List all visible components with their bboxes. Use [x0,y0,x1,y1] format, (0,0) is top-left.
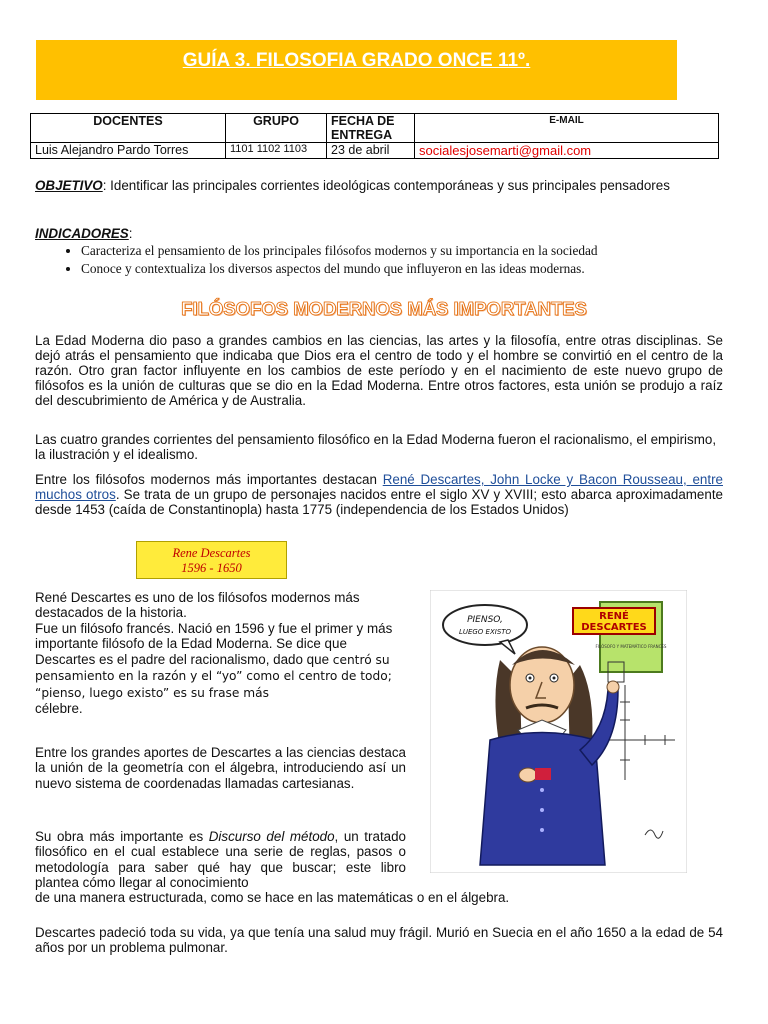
header-grupo: GRUPO [226,114,327,143]
header-fecha [327,114,415,143]
info-table [30,113,719,159]
sign-text-line2: DESCARTES [581,622,647,633]
table-header-row [31,114,719,143]
descartes-contributions: Entre los grandes aportes de Descartes a las ciencias destaca la unión de la geometría con el álgebra, introduciendo así un nuevo sistema de coordenadas llamadas cartesianas. [35,745,406,791]
paragraph-3-rest: . Se trata de un grupo de personajes nacidos entre el siglo XV y XVIII; esto abarca aproximadamente desde 1453 (caída de Constantinopla) hasta 1775 (independencia de los Estados Unidos) [35,487,723,517]
objetivo-paragraph [35,178,723,193]
paragraph-3-intro: Entre los filósofos modernos más importantes destacan [35,472,383,487]
descartes-work-part2: , un tratado filosófico en el cual establece una serie de reglas, pasos o metodología para saber qué hay que buscar; este libro plantea cómo llegar al conocimiento [35,829,406,891]
descartes-caricature [430,590,687,873]
header-fecha-line2: ENTREGA [331,128,393,142]
descartes-intro: René Descartes es uno de los filósofos modernos más destacados de la historia. [35,590,360,621]
descartes-bio-part1: Fue un filósofo francés. Nació en 1596 y fue el primer y más importante filósofo de la Edad Moderna. Se dice que Descartes es el padre del racionalismo, dado que [35,621,393,667]
descartes-label-box [136,541,287,579]
paragraph-3 [35,472,723,517]
descartes-bio-part2: centró su pensamiento en la razón y el “yo” como el centro de todo; “pienso, luego existo” es su frase más [35,652,392,700]
page-title: GUÍA 3. FILOSOFIA GRADO ONCE 11º. [182,50,531,71]
sign-subtitle: FILÓSOFO Y MATEMÁTICO FRANCÉS [595,644,667,649]
cell-docente: Luis Alejandro Pardo Torres [31,143,226,159]
speech-text-line2: LUEGO EXISTO [458,628,512,636]
title-banner [36,40,677,100]
section-heading: FILÓSOFOS MODERNOS MÁS IMPORTANTES [181,298,587,319]
objetivo-text: : Identificar las principales corrientes ideológicas contemporáneas y sus principales pensadores [102,178,670,193]
indicadores-label: INDICADORES [35,226,129,241]
list-item: • Caracteriza el pensamiento de los principales filósofos modernos y su importancia en la sociedad [81,242,598,260]
table-row [31,143,719,159]
descartes-work-part1: Su obra más importante es [35,829,209,844]
paragraph-2: Las cuatro grandes corrientes del pensamiento filosófico en la Edad Moderna fueron el racionalismo, el empirismo, la ilustración y el idealismo. [35,432,717,462]
descartes-work-end: de una manera estructurada, como se hace en las matemáticas o en el álgebra. [35,890,510,905]
speech-text-line1: PIENSO, [467,615,503,625]
objetivo-label: OBJETIVO [35,178,103,193]
header-docentes: DOCENTES [31,114,226,143]
indicadores-heading: INDICADORES: [35,226,133,241]
descartes-bio [35,621,406,716]
sign-text-line1: RENÉ [599,611,629,622]
descartes-years: 1596 - 1650 [181,561,242,575]
philosophers-link[interactable]: René Descartes, John Locke y Bacon Rousseau, entre muchos otros [35,472,723,502]
cell-email: socialesjosemarti@gmail.com [415,143,719,159]
cell-grupo: 1101 1102 1103 [226,143,327,159]
book-title: Discurso del método [208,829,335,844]
descartes-work [35,829,406,891]
descartes-death: Descartes padeció toda su vida, ya que tenía una salud muy frágil. Murió en Suecia en el año 1650 a la edad de 54 años por un problema pulmonar. [35,925,723,955]
header-fecha-line1: FECHA DE [331,114,395,128]
indicadores-list [35,242,598,277]
cell-fecha: 23 de abril [327,143,415,159]
descartes-name: Rene Descartes [172,546,251,560]
list-item: • Conoce y contextualiza los diversos aspectos del mundo que influyeron en las ideas modernas. [81,260,598,278]
descartes-bio-part3: célebre. [35,701,83,717]
header-email: E-MAIL [415,114,719,143]
paragraph-1: La Edad Moderna dio paso a grandes cambios en las ciencias, las artes y la filosofía, entre otras disciplinas. Se dejó atrás el pensamiento que indicaba que Dios era el centro de todo y el hombre se convirtió en el centro de la razón. Otro gran factor influyente en los cambios de este período y en el nacimiento de este nuevo grupo de filósofos es la unión de culturas que se dio en la Edad Moderna. Entre otros factores, esta unión se produjo a raíz del descubrimiento de América y de Australia. [35,333,723,408]
